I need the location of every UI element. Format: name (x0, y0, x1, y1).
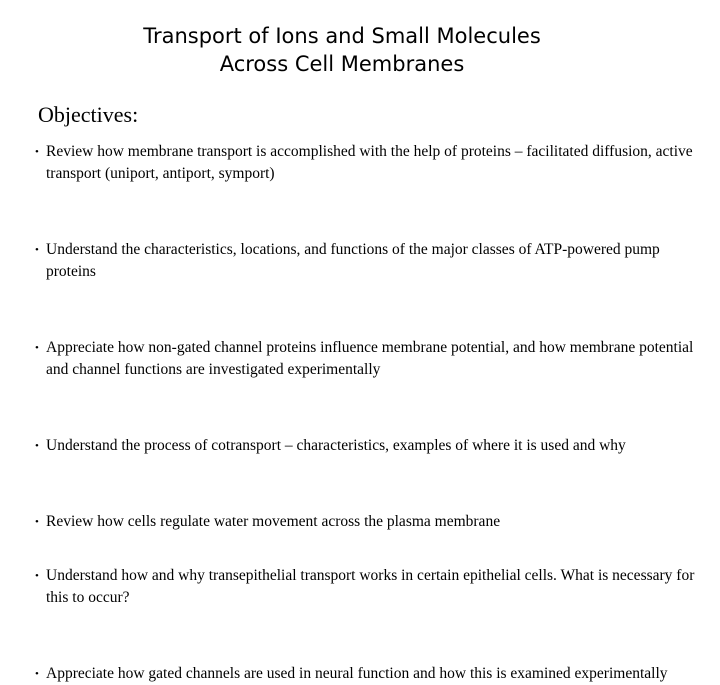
bullet-icon: • (35, 668, 39, 680)
objective-item (33, 337, 706, 381)
objectives-list (33, 141, 695, 682)
objective-item (33, 663, 706, 685)
slide-title-line-1: Transport of Ions and Small Molecules (143, 24, 541, 48)
bullet-icon: • (35, 440, 39, 452)
objective-text: Review how membrane transport is accomplished with the help of proteins – facilitated diffusion, active transport (uniport, antiport, symport) (46, 143, 693, 182)
objective-text: Appreciate how gated channels are used in neural function and how this is examined experimentally (46, 665, 668, 682)
slide-title (0, 22, 684, 78)
objectives-heading: Objectives: (38, 102, 139, 127)
objective-text: Appreciate how non-gated channel proteins influence membrane potential, and how membrane potential and channel functions are investigated experimentally (46, 339, 694, 378)
objective-text: Understand the characteristics, locations, and functions of the major classes of ATP-powered pump proteins (46, 241, 660, 280)
objective-item (33, 511, 706, 533)
objective-text: Understand how and why transepithelial transport works in certain epithelial cells. What is necessary for this to occur? (46, 567, 695, 606)
objective-item (33, 239, 706, 283)
objective-item (33, 141, 706, 185)
objective-text: Review how cells regulate water movement across the plasma membrane (46, 513, 501, 530)
bullet-icon: • (35, 342, 39, 354)
bullet-icon: • (35, 570, 39, 582)
bullet-icon: • (35, 244, 39, 256)
objective-item (33, 435, 706, 457)
objective-text: Understand the process of cotransport – characteristics, examples of where it is used and why (46, 437, 626, 454)
bullet-icon: • (35, 146, 39, 158)
bullet-icon: • (35, 516, 39, 528)
slide-title-line-2: Across Cell Membranes (219, 52, 465, 76)
objective-item (33, 565, 706, 609)
